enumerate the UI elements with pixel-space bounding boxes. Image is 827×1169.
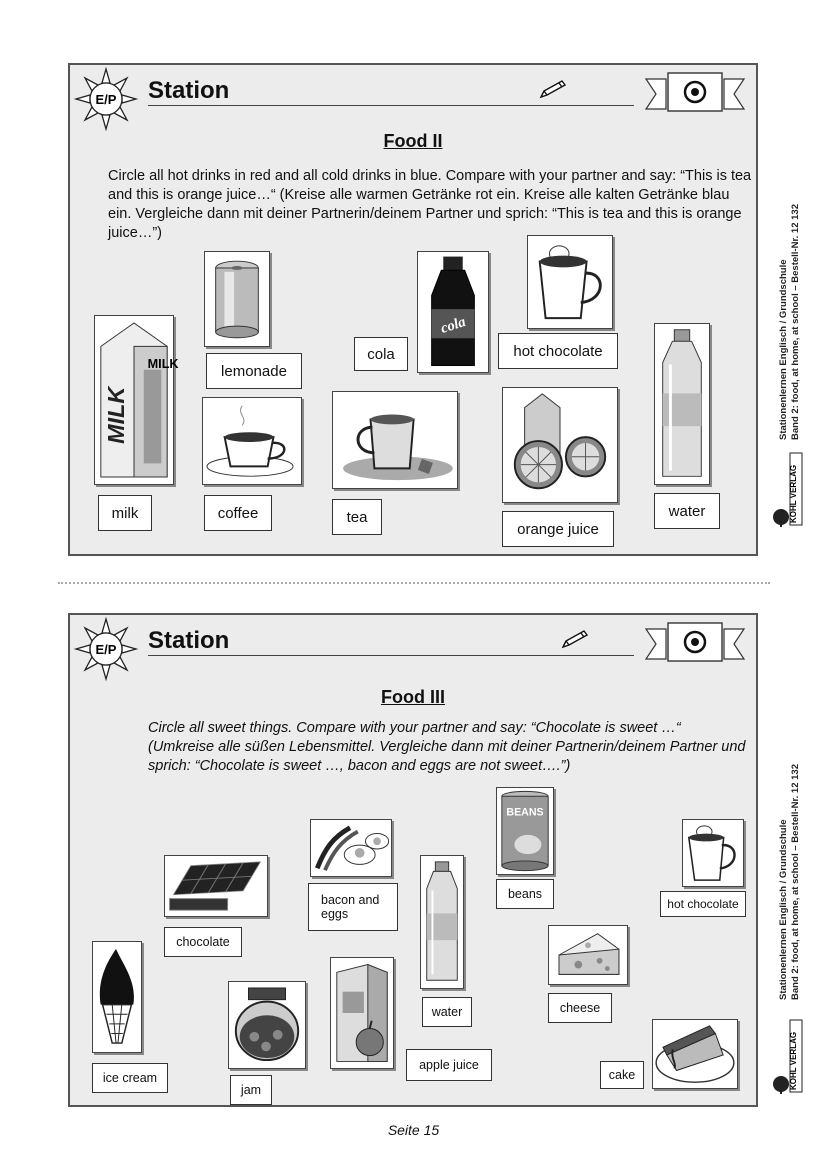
label-cake: cake <box>600 1061 644 1089</box>
title-underline <box>148 105 634 106</box>
water-bottle-image <box>654 323 710 485</box>
target-ribbon-icon <box>646 71 744 115</box>
hot-chocolate-mug-image <box>527 235 613 329</box>
label-orange-juice: orange juice <box>502 511 614 547</box>
sidebar-line-1: Stationenlernen Englisch / Grundschule <box>778 819 789 1000</box>
section-title: Food III <box>381 687 445 707</box>
station-card-food-3 <box>68 613 758 1107</box>
page-number: Seite 15 <box>387 1122 440 1138</box>
section-divider <box>58 582 770 584</box>
pencil-icon <box>538 79 568 99</box>
label-ice-cream: ice cream <box>92 1063 168 1093</box>
label-hot-chocolate: hot chocolate <box>498 333 618 369</box>
badge-text: E/P <box>95 642 117 657</box>
label-chocolate: chocolate <box>164 927 242 957</box>
apple-juice-box-image <box>330 957 394 1069</box>
label-lemonade: lemonade <box>206 353 302 389</box>
coffee-cup-image <box>202 397 302 485</box>
milk-carton-text-front: MILK <box>103 386 130 444</box>
instructions-text: Circle all hot drinks in red and all cold drinks in blue. Compare with your partner and say: “This is tea and this is orange juice…“ (Kreise alle warmen Getränke rot ein. Kreise alle kalten Getränke blau ein. Vergleiche dann mit deiner Partnerin/deinem Partner und sprich: “This is tea and this is orange juice…”) <box>108 168 752 241</box>
badge-text: E/P <box>95 92 117 107</box>
label-hot-chocolate: hot chocolate <box>660 891 746 917</box>
cheese-image <box>548 925 628 985</box>
cake-image <box>652 1019 738 1089</box>
sidebar-publication-info <box>778 750 814 1000</box>
label-cheese: cheese <box>548 993 612 1023</box>
kohl-verlag-logo-icon <box>772 1012 806 1096</box>
sidebar-publication-info <box>778 190 814 440</box>
sidebar-line-1: Stationenlernen Englisch / Grundschule <box>778 259 789 440</box>
kohl-verlag-logo-icon <box>772 445 806 529</box>
cola-bottle-image <box>417 251 489 373</box>
instructions-text: Circle all sweet things. Compare with your partner and say: “Chocolate is sweet …“ (Umkreise alle süßen Lebensmittel. Vergleiche dann mit deiner Partnerin/deinem Partner und sprich: “Chocolate is sweet …, bacon and eggs are not sweet….”) <box>148 720 746 774</box>
beans-can-image <box>496 787 554 875</box>
water-bottle-image <box>420 855 464 989</box>
label-water: water <box>422 997 472 1027</box>
beans-can-text: BEANS <box>506 806 544 819</box>
tea-cup-image <box>332 391 458 489</box>
sidebar-line-2: Band 2: food, at home, at school – Bestell-Nr. 12 132 <box>790 764 801 1000</box>
label-milk: milk <box>98 495 152 531</box>
station-title: Station <box>148 627 230 654</box>
title-underline <box>148 655 634 656</box>
chocolate-bar-image <box>164 855 268 917</box>
jam-jar-image <box>228 981 306 1069</box>
label-cola: cola <box>354 337 408 371</box>
lemonade-can-image <box>204 251 270 347</box>
pencil-icon <box>560 629 590 649</box>
station-title: Station <box>148 77 230 104</box>
label-coffee: coffee <box>204 495 272 531</box>
label-tea: tea <box>332 499 382 535</box>
label-bacon-and-eggs: bacon and eggs <box>308 883 398 931</box>
label-apple-juice: apple juice <box>406 1049 492 1081</box>
ice-cream-image <box>92 941 142 1053</box>
milk-carton-image <box>94 315 179 485</box>
target-ribbon-icon <box>646 621 744 665</box>
logo-text: KOHL VERLAG <box>789 464 798 523</box>
label-beans: beans <box>496 879 554 909</box>
sun-badge-icon <box>74 617 138 681</box>
hot-chocolate-mug-image <box>682 819 744 887</box>
station-card-food-2 <box>68 63 758 556</box>
label-water: water <box>654 493 720 529</box>
milk-carton-text-side: MILK <box>147 356 179 371</box>
cola-bottle-text: cola <box>438 313 468 337</box>
sun-badge-icon <box>74 67 138 131</box>
section-title: Food II <box>383 131 443 151</box>
label-jam: jam <box>230 1075 272 1105</box>
bacon-and-eggs-image <box>310 819 392 877</box>
sidebar-line-2: Band 2: food, at home, at school – Bestell-Nr. 12 132 <box>790 204 801 440</box>
logo-text: KOHL VERLAG <box>789 1031 798 1090</box>
orange-juice-image <box>502 387 618 503</box>
